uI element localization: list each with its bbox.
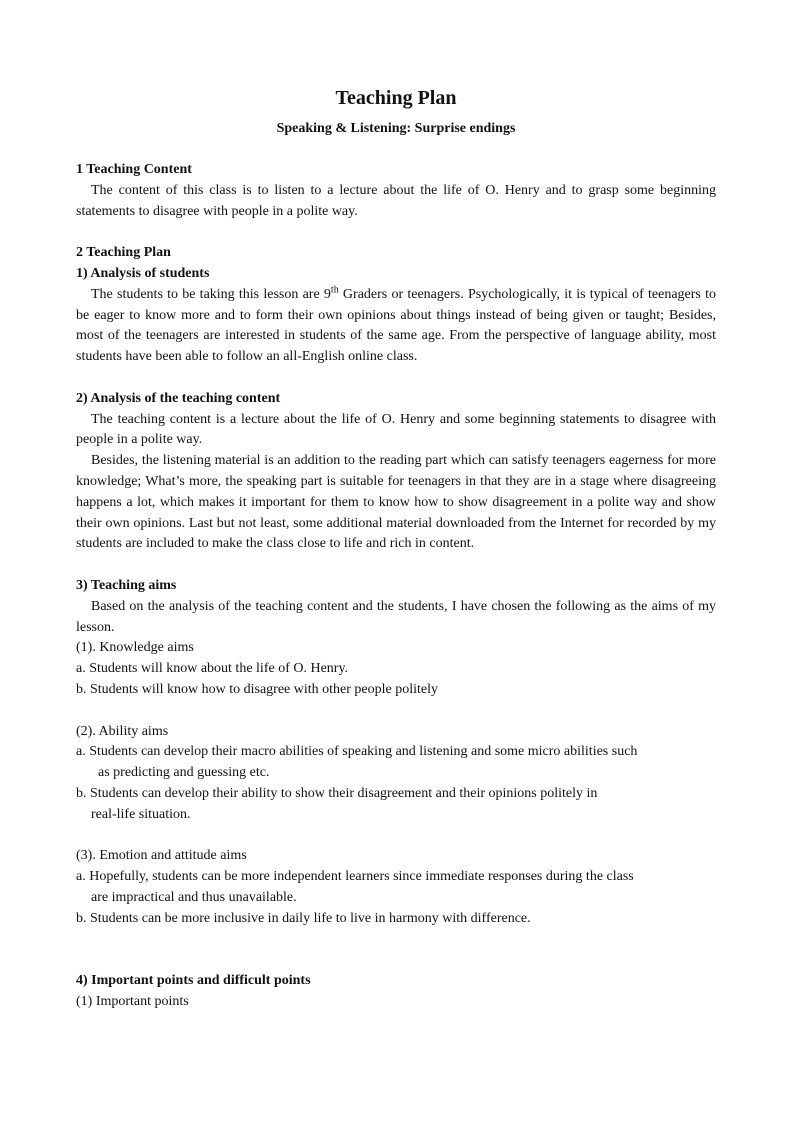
- teaching-aims-intro: Based on the analysis of the teaching content and the students, I have chosen the following as the aims of my lesson.: [76, 598, 716, 635]
- ability-aim-a-line2: as predicting and guessing etc.: [98, 765, 270, 781]
- emotion-aim-a-line2: are impractical and thus unavailable.: [91, 889, 297, 905]
- emotion-aim-b: b. Students can be more inclusive in daily life to live in harmony with difference.: [76, 910, 531, 926]
- analysis-of-students-paragraph: The students to be taking this lesson are 9th Graders or teenagers. Psychologically, it is typical of teenagers to be eager to know more and to form their own opinions about things instead of being given or taught; Besides, most of the teenagers are interested in students of the same age. From the perspective of language ability, most students have been able to follow an all-English online class.: [76, 284, 716, 365]
- teaching-content-analysis-paragraph-1: The teaching content is a lecture about the life of O. Henry and some beginning statements to disagree with people in a polite way.: [76, 411, 716, 448]
- teaching-content-paragraph: The content of this class is to listen to a lecture about the life of O. Henry and to grasp some beginning statements to disagree with people in a polite way.: [76, 182, 716, 219]
- document-body: [76, 160, 716, 1013]
- ability-aim-a-line1: a. Students can develop their macro abilities of speaking and listening and some micro abilities such: [76, 744, 638, 760]
- page-subtitle: Speaking & Listening: Surprise endings: [276, 121, 516, 136]
- section-heading-teaching-plan: 2 Teaching Plan: [76, 245, 171, 261]
- knowledge-aim-a: a. Students will know about the life of O. Henry.: [76, 661, 349, 677]
- knowledge-aims-heading: (1). Knowledge aims: [76, 640, 194, 656]
- important-points-item: (1) Important points: [76, 993, 189, 1009]
- subheading-important-difficult-points: 4) Important points and difficult points: [76, 973, 311, 989]
- section-heading-teaching-content: 1 Teaching Content: [76, 162, 192, 177]
- teaching-content-analysis-paragraph-2: Besides, the listening material is an addition to the reading part which can satisfy teenagers eagerness for more knowledge; What’s more, the speaking part is suitable for teenagers in that they are in a stage where disagreeing happens a lot, which makes it important for them to know how to show disagreement in a polite way and show their own opinions. Last but not least, some additional material downloaded from the Internet for recorded by my students are included to make the class close to life and rich in content.: [76, 453, 716, 552]
- subheading-analysis-of-teaching-content: 2) Analysis of the teaching content: [76, 390, 281, 406]
- ability-aims-heading: (2). Ability aims: [76, 723, 169, 739]
- page-title: Teaching Plan: [335, 87, 457, 109]
- emotion-aim-a-line1: a. Hopefully, students can be more independent learners since immediate responses during the class: [76, 869, 634, 885]
- subheading-analysis-of-students: 1) Analysis of students: [76, 265, 210, 281]
- knowledge-aim-b: b. Students will know how to disagree with other people politely: [76, 681, 439, 697]
- emotion-aims-heading: (3). Emotion and attitude aims: [76, 848, 247, 864]
- subheading-teaching-aims: 3) Teaching aims: [76, 577, 177, 593]
- ability-aim-b-line1: b. Students can develop their ability to show their disagreement and their opinions politely in: [76, 785, 598, 801]
- ability-aim-b-line2: real-life situation.: [91, 806, 191, 822]
